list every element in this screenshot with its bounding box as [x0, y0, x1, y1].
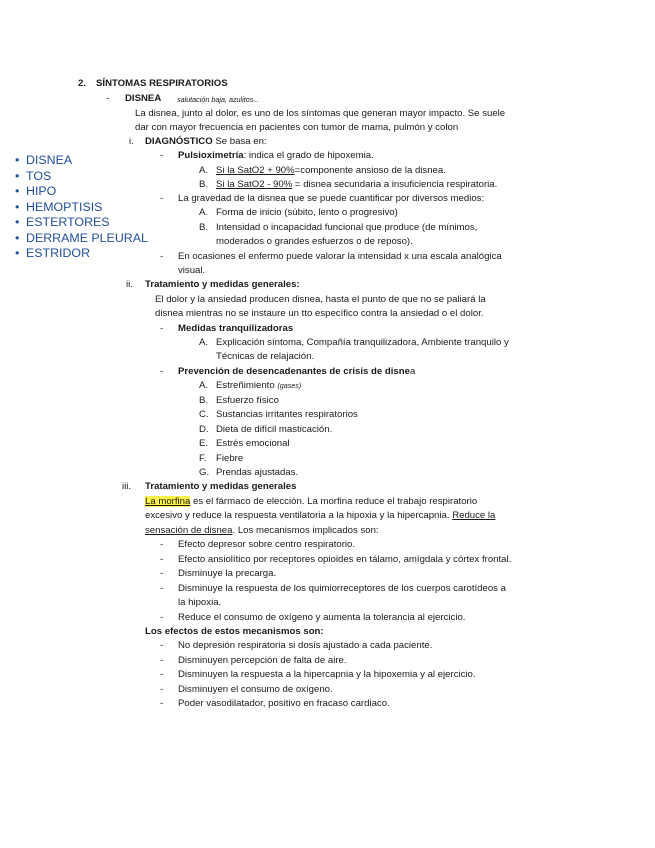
letter-marker: E.: [199, 438, 209, 449]
mecanismo-item-cont: la hipoxia.: [178, 597, 222, 608]
diagnostico-title: DIAGNÓSTICO: [145, 136, 213, 147]
gravedad-item: Intensidad o incapacidad funcional que produce (de mínimos,: [216, 222, 478, 233]
section-number: 2.: [78, 78, 87, 89]
bullet-icon: •: [15, 231, 20, 245]
dash-bullet: -: [160, 539, 164, 550]
bullet-icon: •: [15, 153, 20, 167]
morfina-line-3: [145, 524, 379, 539]
dash-bullet: -: [160, 366, 164, 377]
bullet-icon: •: [15, 200, 20, 214]
sidebar-item: ESTRIDOR: [26, 246, 91, 260]
bullet-icon: •: [15, 246, 20, 260]
dash-bullet: -: [160, 554, 164, 565]
mecanismo-item: Efecto depresor sobre centro respiratorio.: [178, 539, 356, 550]
letter-marker: B.: [199, 222, 209, 233]
disnea-intro-line-2: dar con mayor frecuencia en pacientes con tumor de mama, pulmón y colon: [135, 122, 459, 133]
dash-bullet: -: [160, 655, 164, 666]
letter-marker: A.: [199, 207, 209, 218]
medidas-item-cont: Técnicas de relajación.: [216, 351, 315, 362]
gravedad-item-cont: moderados o grandes esfuerzos o de reposo).: [216, 236, 413, 247]
numeral: i.: [129, 136, 134, 147]
morfina-underline: Reduce la: [452, 510, 496, 521]
dash-bullet: -: [160, 568, 164, 579]
morfina-highlight: La morfina: [145, 496, 191, 507]
mecanismo-item: Disminuye la respuesta de los quimiorreceptores de los cuerpos carotídeos a: [178, 583, 506, 594]
sidebar-item: DISNEA: [26, 153, 73, 167]
sato2-high-line: [216, 164, 446, 179]
letter-marker: D.: [199, 424, 209, 435]
medidas-title: Medidas tranquilizadoras: [178, 323, 294, 334]
dash-bullet: -: [160, 612, 164, 623]
ocasiones-text: En ocasiones el enfermo puede valorar la intensidad x una escala analógica: [178, 251, 502, 262]
sidebar-item: TOS: [26, 169, 52, 183]
efectos-title: Los efectos de estos mecanismos son:: [145, 626, 324, 637]
letter-marker: C.: [199, 409, 209, 420]
bullet-icon: •: [15, 215, 20, 229]
morfina-text: . Los mecanismos implicados son:: [232, 525, 379, 536]
prevencion-item: Dieta de difícil masticación.: [216, 424, 333, 435]
morfina-text: excesivo y reduce la respuesta ventilatoria a la hipoxia y la hipercapnia.: [145, 510, 453, 521]
tratamiento-title: Tratamiento y medidas generales:: [145, 279, 300, 290]
tratamiento-text: El dolor y la ansiedad producen disnea, hasta el punto de que no se paliará la: [155, 294, 486, 305]
sato2-low-result: = disnea secundaria a insuficiencia respiratoria.: [292, 179, 498, 190]
ocasiones-text-cont: visual.: [178, 265, 206, 276]
morfina-line-1: [145, 495, 477, 510]
efecto-item: Disminuyen la respuesta a la hipercapnia y la hipoxemia y al ejercicio.: [178, 669, 476, 680]
dash-bullet: -: [160, 150, 164, 161]
efecto-item: Poder vasodilatador, positivo en fracaso cardiaco.: [178, 698, 390, 709]
sidebar-item: HIPO: [26, 184, 57, 198]
numeral: ii.: [126, 279, 133, 290]
sato2-low-line: [216, 178, 497, 193]
dash-bullet: -: [160, 583, 164, 594]
letter-marker: B.: [199, 179, 209, 190]
bullet-icon: •: [15, 184, 20, 198]
dash-bullet: -: [160, 251, 164, 262]
sato2-low-condition: Si la SatO2 - 90%: [216, 179, 293, 190]
dash-bullet: -: [160, 193, 164, 204]
prevencion-item-note: (gases): [277, 381, 302, 390]
prevencion-item-text: Estreñimiento: [216, 380, 275, 391]
gravedad-text: La gravedad de la disnea que se puede cuantificar por diversos medios:: [178, 193, 485, 204]
tratamiento-text-cont: disnea mientras no se instaure un tto específico contra la ansiedad o el dolor.: [155, 308, 484, 319]
tratamiento2-title: Tratamiento y medidas generales: [145, 481, 297, 492]
morfina-underline: sensación de disnea: [145, 525, 233, 536]
mecanismo-item: Efecto ansiolítico por receptores opioides en tálamo, amígdala y córtex frontal.: [178, 554, 512, 565]
dash-bullet: -: [160, 698, 164, 709]
sato2-high-condition: Si la SatO2 + 90%: [216, 165, 295, 176]
prevencion-item: Sustancias irritantes respiratorios: [216, 409, 358, 420]
bullet-icon: •: [15, 169, 20, 183]
morfina-text: es el fármaco de elección. La morfina reduce el trabajo respiratorio: [190, 496, 478, 507]
numeral: iii.: [122, 481, 132, 492]
prevencion-item: [216, 379, 301, 394]
sidebar-item: ESTERTORES: [26, 215, 110, 229]
prevencion-title: Prevención de desencadenantes de crisis de disne: [178, 366, 410, 377]
dash-bullet: -: [160, 669, 164, 680]
mecanismo-item: Disminuye la precarga.: [178, 568, 277, 579]
disnea-intro-line-1: La disnea, junto al dolor, es uno de los síntomas que generan mayor impacto. Se suele: [135, 108, 506, 119]
prevencion-item: Esfuerzo físico: [216, 395, 279, 406]
efecto-item: Disminuyen percepción de falta de aire.: [178, 655, 347, 666]
prevencion-title-end: a: [409, 366, 416, 377]
pulsioximetria-line: [178, 149, 374, 164]
dash-bullet: -: [160, 684, 164, 695]
sato2-high-result: =componente ansioso de la disnea.: [294, 165, 446, 176]
letter-marker: A.: [199, 165, 209, 176]
gravedad-item: Forma de inicio (súbito, lento o progresivo): [216, 207, 398, 218]
sidebar-item: DERRAME PLEURAL: [26, 231, 148, 245]
pulsioximetria-text: : indica el grado de hipoxemia.: [243, 150, 374, 161]
sidebar-item: HEMOPTISIS: [26, 200, 103, 214]
section-title: SÍNTOMAS RESPIRATORIOS: [96, 78, 228, 89]
letter-marker: B.: [199, 395, 209, 406]
prevencion-item: Estrés emocional: [216, 438, 290, 449]
diagnostico-text: Se basa en:: [215, 136, 267, 147]
prevencion-item: Fiebre: [216, 453, 244, 464]
letter-marker: A.: [199, 380, 209, 391]
disnea-note: salutación baja, azulitos...: [177, 95, 260, 104]
dash-bullet: -: [160, 640, 164, 651]
letter-marker: A.: [199, 337, 209, 348]
pulsioximetria-label: Pulsioximetría: [178, 150, 244, 161]
diagnostico-line: [145, 135, 267, 150]
dash-bullet: -: [106, 93, 110, 104]
dash-bullet: -: [160, 323, 164, 334]
disnea-title: DISNEA: [125, 93, 162, 104]
prevencion-line: [178, 365, 415, 380]
efecto-item: No depresión respiratoria si dosis ajustado a cada paciente.: [178, 640, 433, 651]
medidas-item: Explicación síntoma, Compañía tranquilizadora, Ambiente tranquilo y: [216, 337, 509, 348]
letter-marker: F.: [199, 453, 207, 464]
mecanismo-item: Reduce el consumo de oxígeno y aumenta la tolerancia al ejercicio.: [178, 612, 466, 623]
morfina-line-2: [145, 509, 495, 524]
prevencion-item: Prendas ajustadas.: [216, 467, 299, 478]
efecto-item: Disminuyen el consumo de oxígeno.: [178, 684, 333, 695]
letter-marker: G.: [199, 467, 210, 478]
